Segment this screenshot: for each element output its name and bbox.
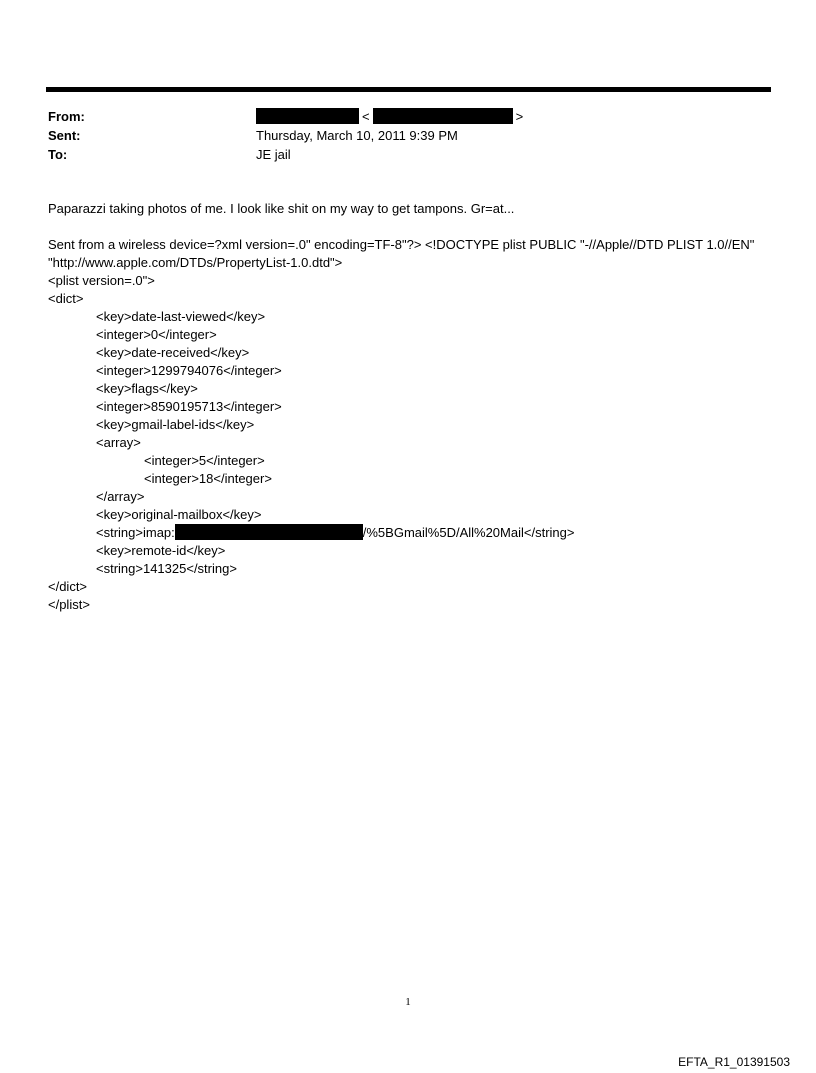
dict-close: </dict> (48, 579, 88, 594)
array-item: <integer>18</integer> (144, 471, 272, 486)
plist-line: <key>date-last-viewed</key> (96, 309, 266, 324)
from-label: From: (48, 109, 85, 124)
sent-label: Sent: (48, 128, 81, 143)
plist-line: <integer>0</integer> (96, 327, 217, 342)
document-id: EFTA_R1_01391503 (678, 1055, 790, 1069)
message-text: Paparazzi taking photos of me. I look like shit on my way to get tampons. Gr=at... (48, 201, 515, 216)
plist-line: <array> (96, 435, 141, 450)
plist-open: <plist version=.0"> (48, 273, 155, 288)
top-rule (46, 87, 771, 92)
to-value: JE jail (256, 147, 291, 162)
page-number: 1 (405, 996, 411, 1008)
from-value (256, 107, 526, 126)
mailbox-key: <key>original-mailbox</key> (96, 507, 262, 522)
plist-line: <key>date-received</key> (96, 345, 250, 360)
plist-line: <integer>1299794076</integer> (96, 363, 282, 378)
array-item: <integer>5</integer> (144, 453, 265, 468)
mailbox-prefix: <string>imap: (96, 525, 175, 540)
array-close: </array> (96, 489, 145, 504)
mailbox-suffix: /%5BGmail%5D/All%20Mail</string> (362, 525, 575, 540)
plist-line: <integer>8590195713</integer> (96, 399, 282, 414)
sent-value: Thursday, March 10, 2011 9:39 PM (256, 128, 458, 143)
dict-open: <dict> (48, 291, 84, 306)
from-open-bracket: < (362, 109, 370, 124)
to-label: To: (48, 147, 68, 162)
redacted-sender-email (373, 108, 513, 124)
plist-line: <key>gmail-label-ids</key> (96, 417, 255, 432)
remote-value: <string>141325</string> (96, 561, 237, 576)
signature-line: Sent from a wireless device=?xml version=.0" encoding=TF-8"?> <!DOCTYPE plist PUBLIC "-//Apple//DTD PLIST 1.0//EN" (48, 237, 755, 252)
dtd-url: "http://www.apple.com/DTDs/PropertyList-1.0.dtd"> (48, 255, 343, 270)
redacted-sender-name (256, 108, 359, 124)
mailbox-string (48, 524, 778, 542)
email-body (48, 200, 778, 614)
plist-close: </plist> (48, 597, 90, 612)
remote-key: <key>remote-id</key> (96, 543, 226, 558)
redacted-mailbox-path (175, 524, 363, 540)
from-close-bracket: > (515, 109, 524, 124)
plist-line: <key>flags</key> (96, 381, 198, 396)
